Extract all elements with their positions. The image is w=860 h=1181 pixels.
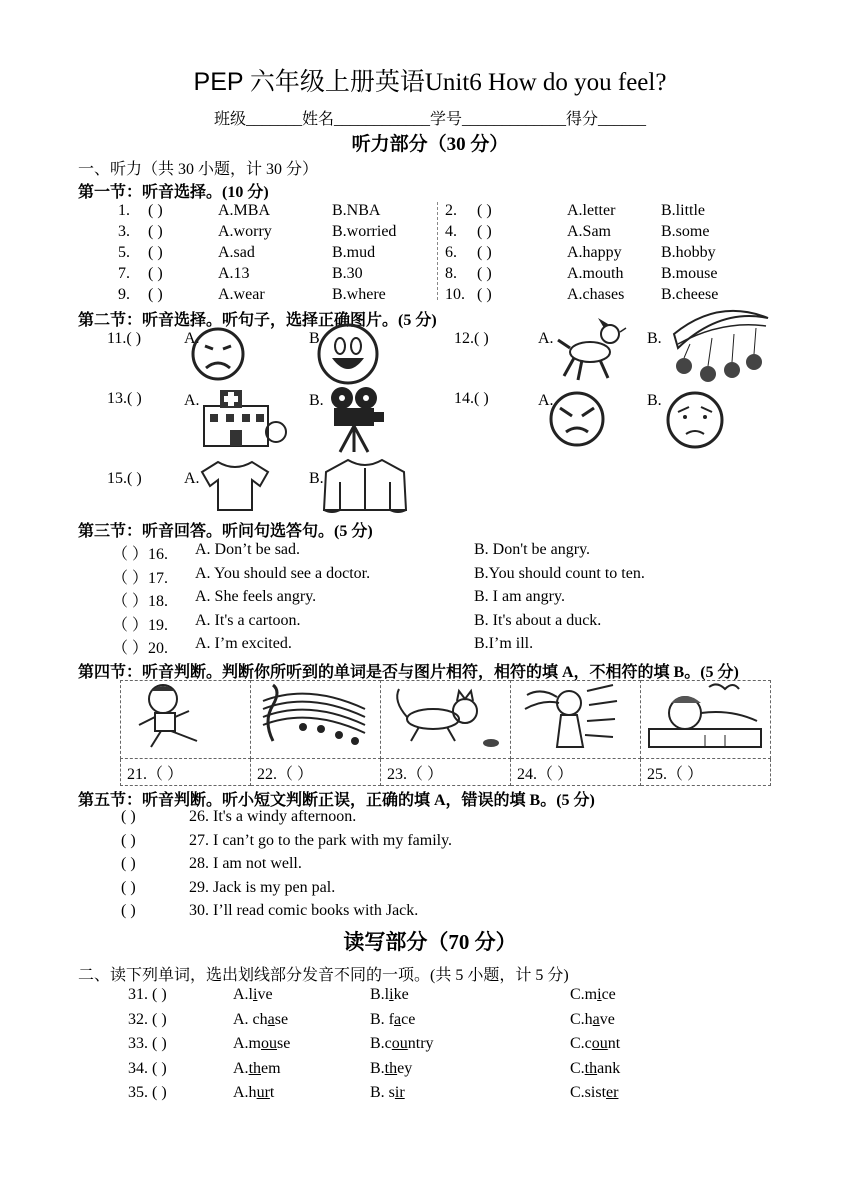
word-part: se — [274, 1010, 289, 1028]
running-boy-icon — [131, 681, 231, 753]
s5-statement: 29. Jack is my pen pal. — [189, 878, 336, 896]
q15-b-label: B. — [309, 470, 324, 487]
s3-option-a: A. I’m excited. — [195, 635, 292, 652]
underlined-letters: a — [267, 1010, 275, 1028]
s1-option-b: B.hobby — [661, 244, 716, 261]
underlined-letters: ou — [391, 1035, 408, 1052]
word-part: ke — [393, 986, 409, 1003]
s1-answer-blank[interactable]: ( ) — [477, 244, 492, 261]
underlined-letters: ur — [256, 1084, 270, 1101]
s1-answer-blank[interactable]: ( ) — [477, 202, 492, 219]
s1-q-left-number: 7. — [118, 265, 130, 282]
word-part: A. — [233, 1059, 249, 1077]
reading-heading: 读写部分（70 分） — [343, 930, 517, 954]
q11-number: 11.( ) — [107, 330, 142, 347]
picture-cell-23 — [381, 681, 511, 759]
phonics-option-b — [370, 986, 409, 1004]
part1-heading: 一、听力（共 30 小题，计 30 分） — [78, 161, 319, 178]
s5-statement: 27. I can’t go to the park with my family. — [189, 831, 453, 849]
s1-answer-blank[interactable]: ( ) — [477, 286, 492, 303]
s1-q-right-number: 6. — [445, 244, 457, 261]
underlined-letters: th — [248, 1059, 262, 1077]
s1-q-left-number: 1. — [118, 202, 130, 219]
s1-option-a: A.mouth — [567, 265, 624, 282]
underlined-letters: i — [597, 986, 602, 1003]
word-part: A. ch — [233, 1010, 268, 1028]
sick-girl-in-bed-icon — [645, 681, 765, 753]
sad-face-icon — [190, 326, 246, 382]
word-part: em — [261, 1059, 281, 1077]
underlined-letters: a — [592, 1010, 600, 1028]
listening-heading: 听力部分（30 分） — [351, 134, 509, 155]
phonics-option-c — [570, 1060, 620, 1078]
angry-face-icon — [546, 390, 608, 448]
s1-option-b: B.where — [332, 286, 386, 303]
s5-answer-blank[interactable]: ( ) — [121, 855, 136, 872]
s1-q-right-number: 10. — [445, 286, 465, 303]
page-title — [0, 62, 860, 98]
underlined-letters: ir — [394, 1084, 405, 1101]
underlined-letters: th — [584, 1059, 598, 1077]
phonics-option-a — [233, 986, 273, 1004]
word-part: C.c — [570, 1035, 592, 1052]
q14-a-label: A. — [538, 392, 554, 409]
s3-question-number[interactable]: （ ）16. — [112, 546, 169, 563]
s1-q-left-number: 9. — [118, 286, 130, 303]
word-part: A.l — [233, 986, 253, 1003]
s5-answer-blank[interactable]: ( ) — [121, 808, 136, 825]
section2-title: 第二节：听音选择。听句子，选择正确图片。(5 分) — [78, 312, 437, 329]
picture-cell-22 — [251, 681, 381, 759]
title-en: Unit6 How do you feel? — [424, 69, 667, 96]
phonics-question-number[interactable]: 33. ( ) — [128, 1035, 167, 1052]
word-part: C. — [570, 1059, 585, 1077]
s3-option-a: A. You should see a doctor. — [195, 564, 371, 582]
word-part: ntry — [407, 1035, 434, 1052]
s1-option-b: B.some — [661, 223, 710, 240]
word-part: A.m — [233, 1035, 261, 1052]
s1-option-a: A.happy — [567, 244, 622, 261]
word-part: C.m — [570, 986, 598, 1003]
answer-cell-25[interactable]: 25.（ ） — [641, 759, 771, 786]
q11-b-label: B. — [309, 330, 324, 347]
q13-b-label: B. — [309, 392, 324, 409]
s3-option-b: B.You should count to ten. — [474, 564, 645, 582]
q13-a-label: A. — [184, 392, 200, 409]
word-part: ank — [597, 1059, 621, 1077]
word-part: ey — [397, 1059, 413, 1077]
s1-answer-blank[interactable]: ( ) — [477, 223, 492, 240]
s5-statement: 30. I’ll read comic books with Jack. — [189, 902, 419, 919]
s3-option-b: B. I am angry. — [474, 588, 565, 605]
word-part: t — [269, 1084, 275, 1101]
phonics-option-b — [370, 1060, 412, 1078]
s5-statement: 28. I am not well. — [189, 855, 302, 872]
jumping-dog-icon — [552, 316, 628, 384]
s1-answer-blank[interactable]: ( ) — [148, 286, 163, 303]
section5-title: 第五节：听音判断。听小短文判断正误，正确的填 A，错误的填 B。(5 分) — [78, 792, 595, 809]
title-cn: 六年级上册英语 — [249, 69, 425, 96]
s1-answer-blank[interactable]: ( ) — [148, 244, 163, 261]
s1-option-a: A.letter — [567, 202, 616, 219]
s1-option-a: A.Sam — [567, 223, 611, 240]
phonics-question-number[interactable]: 31. ( ) — [128, 986, 167, 1003]
s3-question-number[interactable]: （ ）17. — [112, 569, 169, 587]
s1-q-right-number: 2. — [445, 202, 457, 219]
answer-cell-21[interactable]: 21.（ ） — [121, 759, 251, 786]
word-part: ce — [601, 986, 616, 1003]
s1-option-a: A.worry — [218, 223, 272, 240]
s1-option-b: B.cheese — [661, 286, 719, 303]
underlined-letters: er — [606, 1084, 619, 1101]
q12-b-label: B. — [647, 330, 662, 347]
word-part: B. f — [370, 1010, 394, 1028]
s5-answer-blank[interactable]: ( ) — [121, 902, 136, 919]
coat-icon — [318, 456, 412, 514]
happy-face-icon — [316, 322, 380, 386]
phonics-option-c — [570, 986, 616, 1004]
s1-q-right-number: 8. — [445, 265, 457, 282]
word-part: A.h — [233, 1084, 257, 1101]
windy-girl-icon — [521, 681, 621, 753]
music-notes-icon — [259, 681, 369, 753]
film-projector-icon — [322, 384, 386, 454]
s1-answer-blank[interactable]: ( ) — [148, 202, 163, 219]
s3-option-b: B.I’m ill. — [474, 635, 534, 652]
hospital-icon — [198, 384, 288, 450]
picture-cell-21 — [121, 681, 251, 759]
s1-answer-blank[interactable]: ( ) — [148, 265, 163, 282]
worried-face-icon — [664, 390, 726, 450]
q12-number: 12.( ) — [454, 330, 489, 347]
answer-cell-22[interactable]: 22.（ ） — [251, 759, 381, 786]
s1-option-b: B.NBA — [332, 202, 381, 219]
underlined-letters: a — [394, 1010, 402, 1028]
title-prefix: PEP — [193, 68, 244, 96]
section4-picture-table — [120, 680, 771, 786]
underlined-letters: i — [253, 986, 258, 1003]
phonics-option-b — [370, 1035, 434, 1053]
s1-option-b: B.mouse — [661, 265, 718, 282]
q15-a-label: A. — [184, 470, 200, 487]
word-part: B. — [370, 1059, 385, 1077]
s3-question-number[interactable]: （ ）19. — [112, 616, 169, 634]
phonics-option-a — [233, 1011, 288, 1029]
s3-option-a: A. She feels angry. — [195, 588, 317, 605]
phonics-option-a — [233, 1084, 274, 1102]
word-part: B. s — [370, 1084, 395, 1101]
s3-option-a: A. Don’t be sad. — [195, 541, 301, 558]
s5-answer-blank[interactable]: ( ) — [121, 831, 136, 849]
part2-heading: 二、读下列单词，选出划线部分发音不同的一项。(共 5 小题，计 5 分) — [78, 967, 569, 984]
s1-option-b: B.worried — [332, 223, 397, 240]
t-shirt-icon — [196, 458, 272, 514]
s3-option-a: A. It's a cartoon. — [195, 611, 301, 629]
s1-q-left-number: 3. — [118, 223, 130, 240]
phonics-option-a — [233, 1060, 281, 1078]
s3-question-number[interactable]: （ ）20. — [112, 640, 169, 657]
word-part: C.sist — [570, 1084, 607, 1101]
word-part: nt — [607, 1035, 621, 1052]
underlined-letters: i — [389, 986, 394, 1003]
q11-a-label: A. — [184, 330, 200, 347]
s1-q-left-number: 5. — [118, 244, 130, 261]
underlined-letters: ou — [591, 1035, 608, 1052]
s5-answer-blank[interactable]: ( ) — [121, 878, 136, 896]
phonics-option-b — [370, 1084, 405, 1102]
word-part: B.c — [370, 1035, 392, 1052]
answer-cell-24[interactable]: 24.（ ） — [511, 759, 641, 786]
q14-b-label: B. — [647, 392, 662, 409]
s1-option-a: A.chases — [567, 286, 625, 303]
s1-option-a: A.13 — [218, 265, 250, 282]
phonics-question-number[interactable]: 34. ( ) — [128, 1059, 167, 1077]
word-part: ve — [257, 986, 273, 1003]
s5-statement: 26. It's a windy afternoon. — [189, 808, 357, 825]
word-part: C.h — [570, 1010, 593, 1028]
q13-number: 13.( ) — [107, 390, 142, 407]
word-part: B.l — [370, 986, 390, 1003]
answer-cell-23[interactable]: 23.（ ） — [381, 759, 511, 786]
underlined-letters: th — [384, 1059, 398, 1077]
phonics-question-number[interactable]: 32. ( ) — [128, 1010, 167, 1028]
section3-title: 第三节：听音回答。听问句选答句。(5 分) — [78, 523, 373, 540]
picture-cell-24 — [511, 681, 641, 759]
phonics-option-c — [570, 1011, 615, 1029]
s1-option-b: B.30 — [332, 265, 363, 282]
s3-option-b: B. Don't be angry. — [474, 541, 591, 558]
cat-chasing-mouse-icon — [385, 681, 505, 753]
q15-number: 15.( ) — [107, 470, 142, 487]
underlined-letters: ou — [261, 1035, 277, 1052]
section4-title: 第四节：听音判断。判断你所听到的单词是否与图片相符，相符的填 A，不相符的填 B。(5 分) — [78, 664, 739, 681]
s1-option-a: A.wear — [218, 286, 265, 303]
section1-title: 第一节：听音选择。(10 分) — [78, 184, 269, 201]
bananas-ants-icon — [668, 304, 774, 388]
word-part: ve — [599, 1010, 615, 1028]
phonics-option-a — [233, 1035, 290, 1053]
s3-option-b: B. It's about a duck. — [474, 611, 602, 629]
q14-number: 14.( ) — [454, 390, 489, 407]
s1-answer-blank[interactable]: ( ) — [477, 265, 492, 282]
section1-divider — [437, 202, 438, 300]
word-part: ce — [401, 1010, 416, 1028]
s1-option-b: B.little — [661, 202, 705, 219]
student-info-line: 班级_______姓名____________学号_____________得分______ — [213, 111, 646, 128]
s1-option-a: A.MBA — [218, 202, 271, 219]
q12-a-label: A. — [538, 330, 554, 347]
s1-option-b: B.mud — [332, 244, 376, 261]
s1-answer-blank[interactable]: ( ) — [148, 223, 163, 240]
s3-question-number[interactable]: （ ）18. — [112, 593, 169, 610]
picture-cell-25 — [641, 681, 771, 759]
s1-q-right-number: 4. — [445, 223, 457, 240]
word-part: se — [277, 1035, 291, 1052]
s1-option-a: A.sad — [218, 244, 255, 261]
phonics-option-c — [570, 1035, 620, 1053]
phonics-question-number[interactable]: 35. ( ) — [128, 1084, 167, 1101]
phonics-option-c — [570, 1084, 618, 1102]
phonics-option-b — [370, 1011, 415, 1029]
